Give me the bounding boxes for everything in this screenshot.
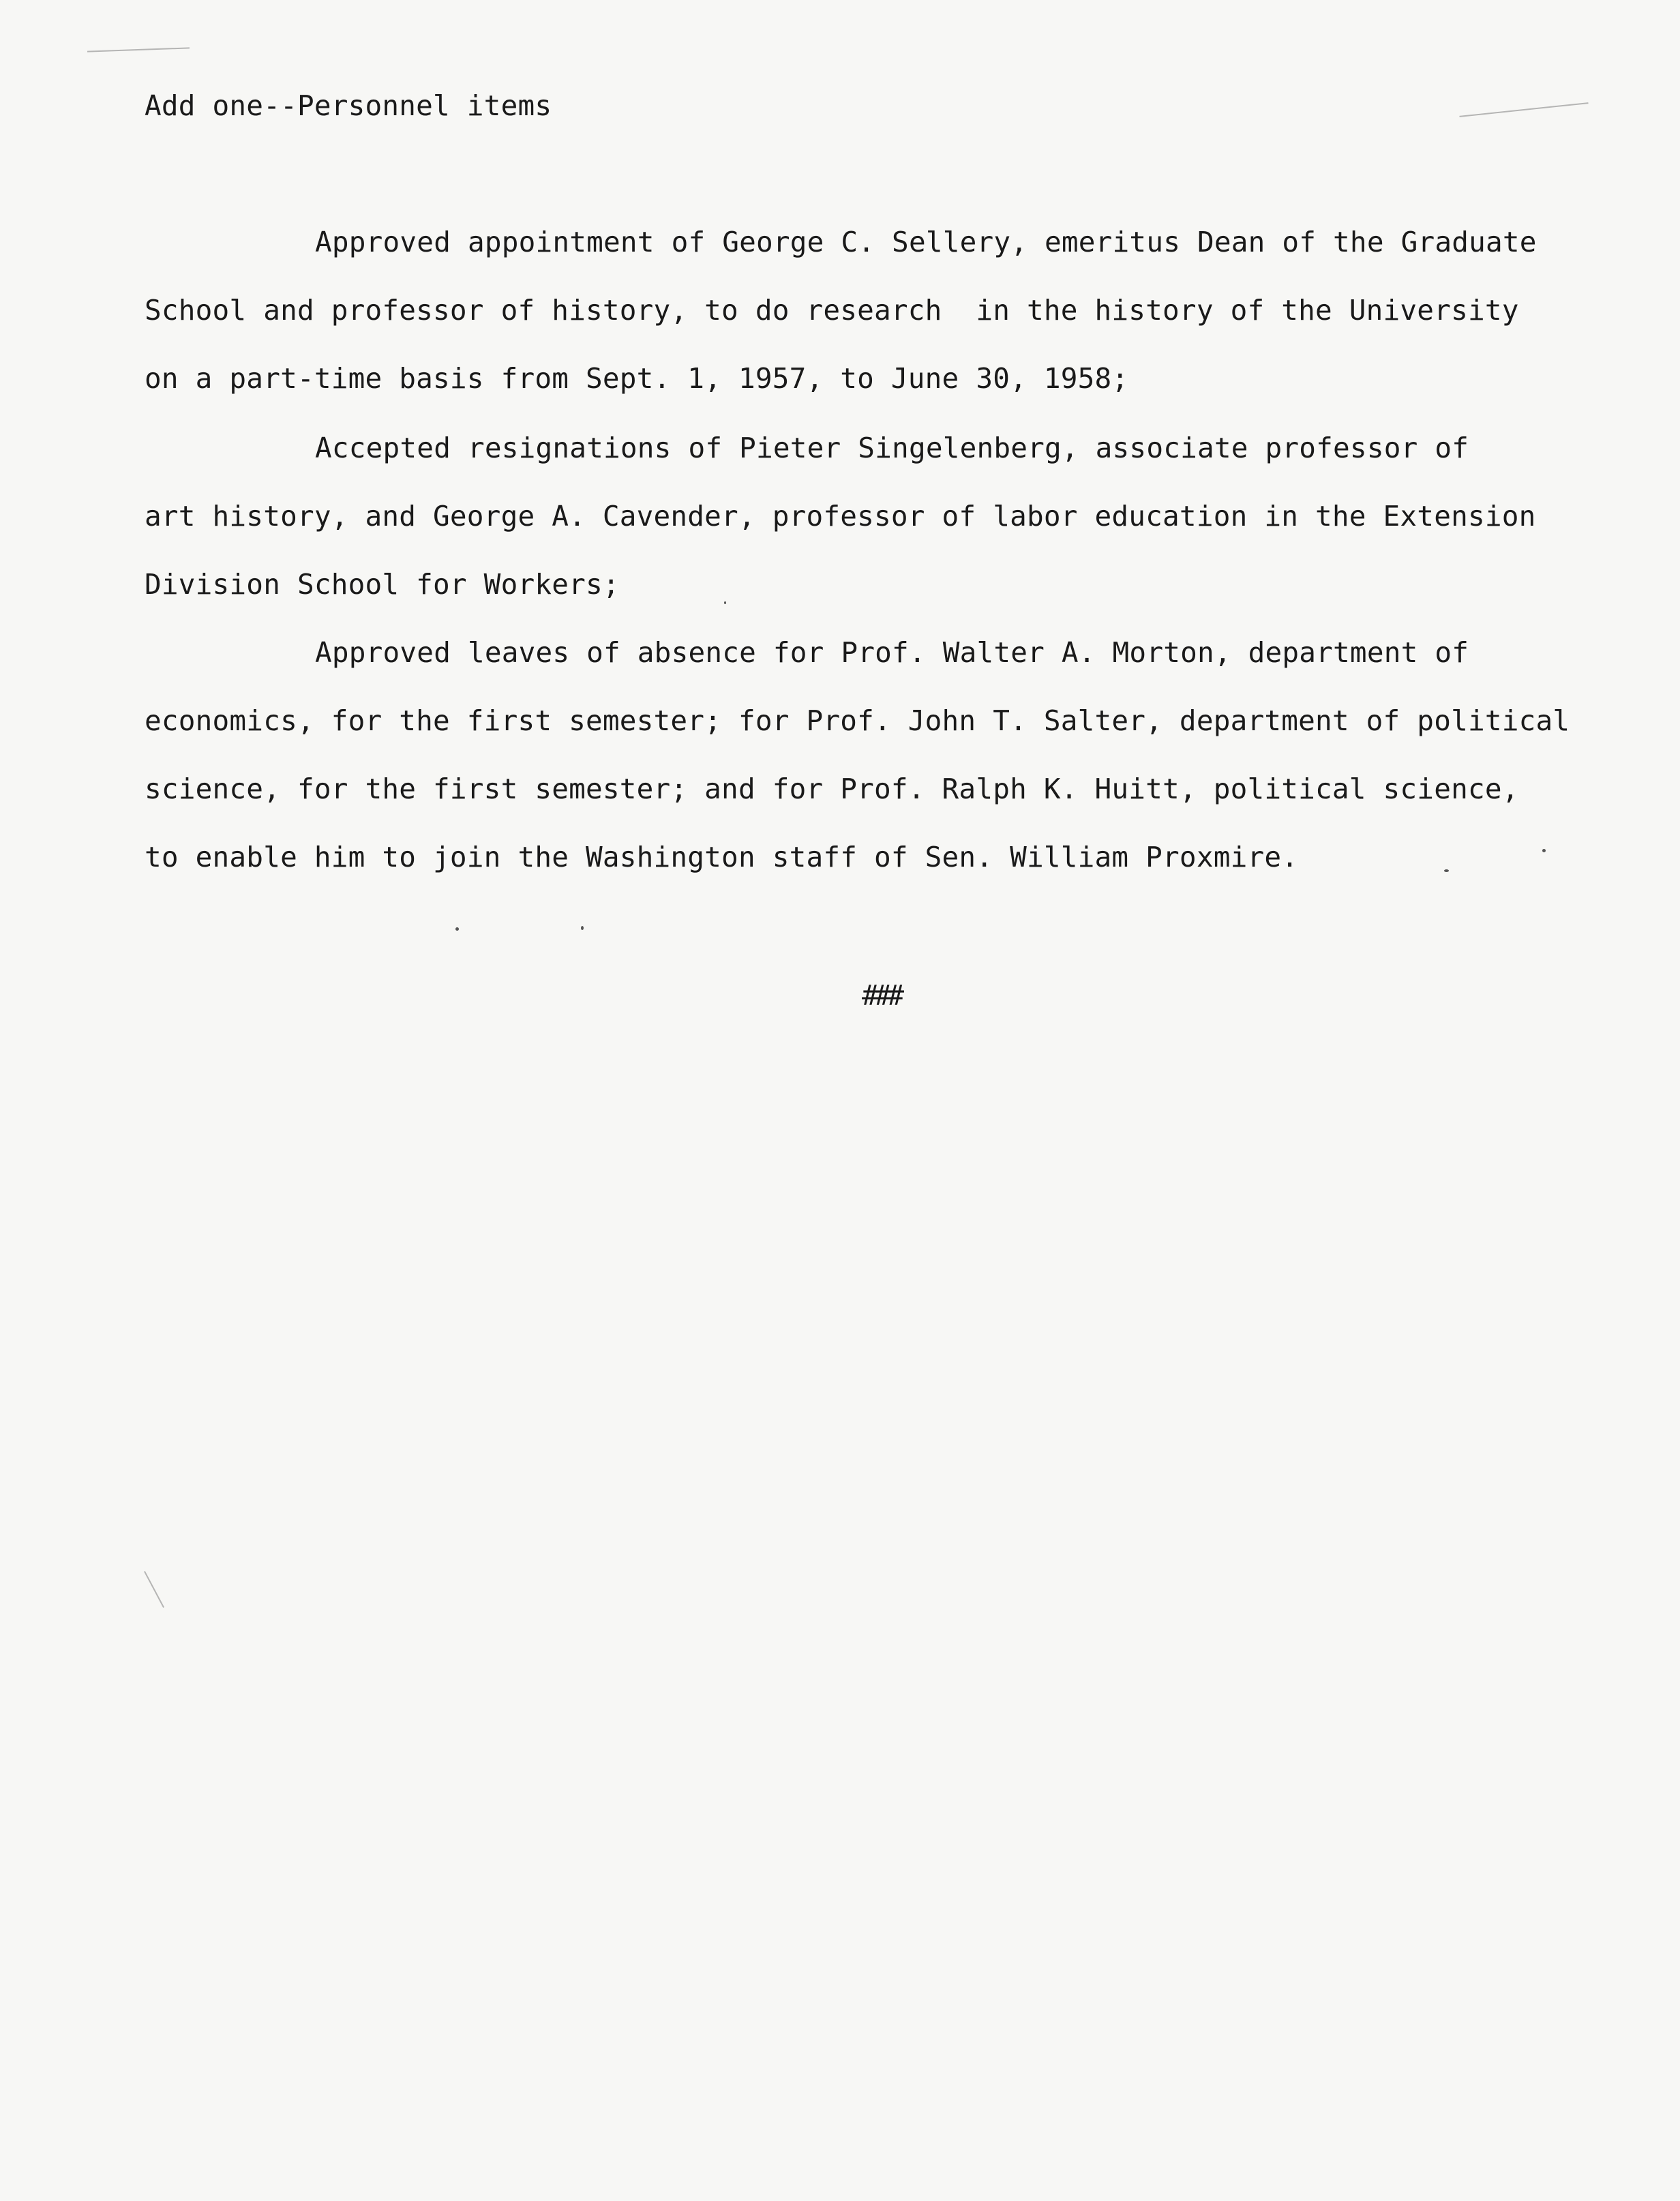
text-line: Division School for Workers; — [145, 568, 620, 601]
text-line: art history, and George A. Cavender, professor of labor education in the Extension — [145, 500, 1536, 533]
top-left-scratch — [87, 47, 190, 52]
speck-mark — [1444, 869, 1449, 872]
speck-mark — [581, 926, 584, 930]
text-line: on a part-time basis from Sept. 1, 1957, to June 30, 1958; — [145, 362, 1129, 395]
text-line: Approved appointment of George C. Sellery, emeritus Dean of the Graduate — [315, 226, 1537, 258]
speck-mark — [455, 927, 459, 931]
text-line: Accepted resignations of Pieter Singelenberg, associate professor of — [315, 432, 1469, 464]
text-line: School and professor of history, to do research in the history of the University — [145, 294, 1519, 327]
document-header: Add one--Personnel items — [145, 89, 552, 122]
text-line: economics, for the first semester; for Prof. John T. Salter, department of political — [145, 704, 1570, 737]
text-line: science, for the first semester; and for Prof. Ralph K. Huitt, political science, — [145, 773, 1519, 805]
speck-mark — [724, 601, 726, 604]
left-margin-scratch — [144, 1571, 164, 1608]
end-mark: ### — [862, 979, 901, 1012]
text-line: Approved leaves of absence for Prof. Walter A. Morton, department of — [315, 636, 1469, 669]
text-line: to enable him to join the Washington staff of Sen. William Proxmire. — [145, 841, 1299, 873]
speck-mark — [1542, 849, 1546, 852]
top-right-scratch — [1459, 102, 1588, 117]
